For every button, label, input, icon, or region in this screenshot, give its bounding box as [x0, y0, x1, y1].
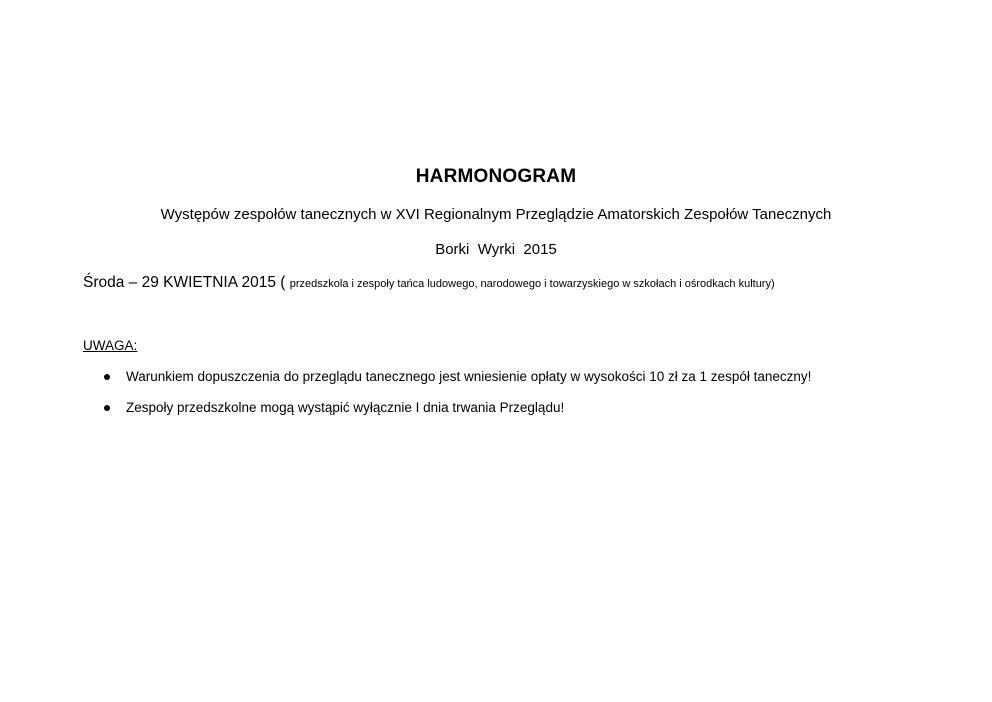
- date-line-detail: przedszkola i zespoły tańca ludowego, narodowego i towarzyskiego w szkołach i ośrodkach kultury): [289, 278, 775, 290]
- bullet-icon: [104, 405, 110, 411]
- notice-heading: UWAGA:: [83, 338, 138, 353]
- date-line: [83, 274, 983, 292]
- notice-item-text: Zespoły przedszkolne mogą wystąpić wyłącznie I dnia trwania Przeglądu!: [126, 400, 565, 415]
- notice-list: [104, 368, 964, 430]
- place-and-year: Borki Wyrki 2015: [435, 241, 557, 258]
- document-subtitle: Występów zespołów tanecznych w XVI Regionalnym Przeglądzie Amatorskich Zespołów Tanecznych: [160, 206, 832, 223]
- notice-item: [104, 399, 964, 430]
- document-title: HARMONOGRAM: [415, 166, 577, 187]
- notice-item-text: Warunkiem dopuszczenia do przeglądu tanecznego jest wniesienie opłaty w wysokości 10 zł za 1 zespół taneczny!: [126, 369, 812, 384]
- date-line-main: Środa – 29 KWIETNIA 2015 (: [83, 274, 290, 291]
- notice-item: [104, 368, 964, 399]
- bullet-icon: [104, 374, 110, 380]
